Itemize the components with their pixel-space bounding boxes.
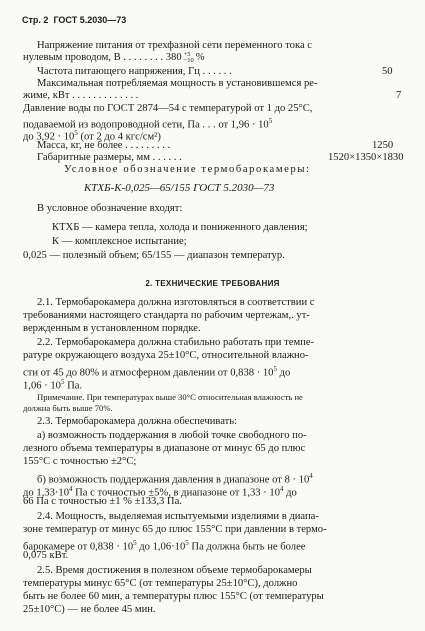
para-2-3-a-line-3: 155°С с точностью ±2°С; bbox=[23, 456, 137, 467]
dimensions-label: Габаритные размеры, мм . . . . . . bbox=[37, 152, 182, 163]
page-header bbox=[22, 15, 126, 25]
frequency-label: Частота питающего напряжения, Гц . . . . . . bbox=[37, 66, 232, 77]
section-title: 2. ТЕХНИЧЕСКИЕ ТРЕБОВАНИЯ bbox=[145, 279, 280, 288]
para-2-4-line-3: барокамере от $0,838 \cdot 10^5$ до $1,06\cdot 10^5$ Па должна быть не более bbox=[23, 539, 306, 553]
para-2-2-line-3: сти от 45 до 80% и атмосферном давлении от $0,838 \cdot 10^5$ до bbox=[23, 365, 291, 379]
water-line-1: Давление воды по ГОСТ 2874—54 с температурой от 1 до 25°С, bbox=[23, 103, 313, 114]
para-2-3: 2.3. Термобарокамера должна обеспечивать: bbox=[37, 416, 238, 427]
note-line-2: должна быть выше 70%. bbox=[23, 403, 113, 413]
para-2-5-line-2: температуры минус 65°С (от температуры 25±10°С), должно bbox=[23, 578, 298, 589]
para-2-4-line-1: 2.4. Мощность, выделяемая испытуемыми изделиями в диапа- bbox=[37, 511, 319, 522]
designation-intro: Условное обозначение термобарокамеры: bbox=[64, 164, 311, 175]
para-2-3-a-line-1: а) возможность поддержания в любой точке свободного по- bbox=[37, 430, 307, 441]
designation-item-2: К — комплексное испытание; bbox=[52, 236, 187, 247]
power-line-1: Максимальная потребляемая мощность в установившемся ре- bbox=[37, 78, 318, 89]
para-2-3-b-line-1: б) возможность поддержания давления в диапазоне от $8 \cdot 10^4$ bbox=[37, 472, 313, 486]
para-2-4-line-4: 0,075 кВт. bbox=[23, 550, 69, 561]
para-2-3-a-line-2: лезного объема температуры в диапазоне от минус 65 до плюс bbox=[23, 443, 306, 454]
mass-label: Масса, кг, не более . . . . . . . . . bbox=[37, 140, 171, 151]
designation-item-3: 0,025 — полезный объем; 65/155 — диапазон температур. bbox=[23, 250, 285, 261]
designation-includes: В условное обозначение входят: bbox=[37, 203, 183, 214]
para-2-3-b-line-3: 66 Па с точностью ±1 % ±133,3 Па. bbox=[23, 496, 182, 507]
note-line-1: Примечание. При температурах выше 30°С относительная влажность не bbox=[37, 392, 303, 402]
water-line-2: подаваемой из водопроводной сети, Па . . . от $1,96 \cdot 10^5$ bbox=[23, 117, 273, 131]
dimensions-value: 1520×1350×1830 bbox=[328, 152, 404, 163]
power-value: 7 bbox=[396, 90, 402, 101]
para-2-1-line-1: 2.1. Термобарокамера должна изготовляться в соответствии с bbox=[37, 297, 315, 308]
water-line-3: до $3,92 \cdot 10^5$ (от 2 до 4 кгс/см²) bbox=[23, 129, 161, 143]
para-2-5-line-4: 25±10°С) — не более 45 мин. bbox=[23, 604, 156, 615]
para-2-4-line-2: зоне температур от минус 65 до плюс 155°С при давлении в термо- bbox=[23, 524, 327, 535]
voltage-line-2: нулевым проводом, В . . . . . . . . 380 +5 −10 % bbox=[23, 51, 205, 64]
power-line-2: жиме, кВт . . . . . . . . . . . . . bbox=[23, 90, 139, 101]
standard-number: ГОСТ 5.2030—73 bbox=[53, 15, 127, 25]
para-2-5-line-1: 2.5. Время достижения в полезном объеме термобарокамеры bbox=[37, 565, 312, 576]
para-2-2-line-2: ратуре окружающего воздуха 25±10°С, относительной влажно- bbox=[23, 350, 309, 361]
para-2-3-b-line-2: до $1,33\cdot 10^4$ Па с точностью ±5%, в диапазоне от $1,33 \cdot 10^4$ до bbox=[23, 485, 297, 499]
page-number: Стр. 2 bbox=[22, 15, 49, 25]
frequency-value: 50 bbox=[382, 66, 393, 77]
mass-value: 1250 bbox=[372, 140, 394, 151]
para-2-2-line-4: $1,06 \cdot 10^5$ Па. bbox=[23, 378, 83, 392]
designation-code: КТХБ-К-0,025—65/155 ГОСТ 5.2030—73 bbox=[84, 182, 275, 194]
para-2-5-line-3: быть не более 60 мин, а температуры плюс 155°С (от температуры bbox=[23, 591, 324, 602]
para-2-1-line-3: вержденным в установленном порядке. bbox=[23, 323, 201, 334]
para-2-2-line-1: 2.2. Термобарокамера должна стабильно работать при темпе- bbox=[37, 337, 315, 348]
designation-item-1: КТХБ — камера тепла, холода и пониженного давления; bbox=[52, 222, 308, 233]
para-2-1-line-2: требованиями настоящего стандарта по рабочим чертежам,. ут- bbox=[23, 310, 310, 321]
voltage-line-1: Напряжение питания от трехфазной сети переменного тока с bbox=[37, 40, 313, 51]
